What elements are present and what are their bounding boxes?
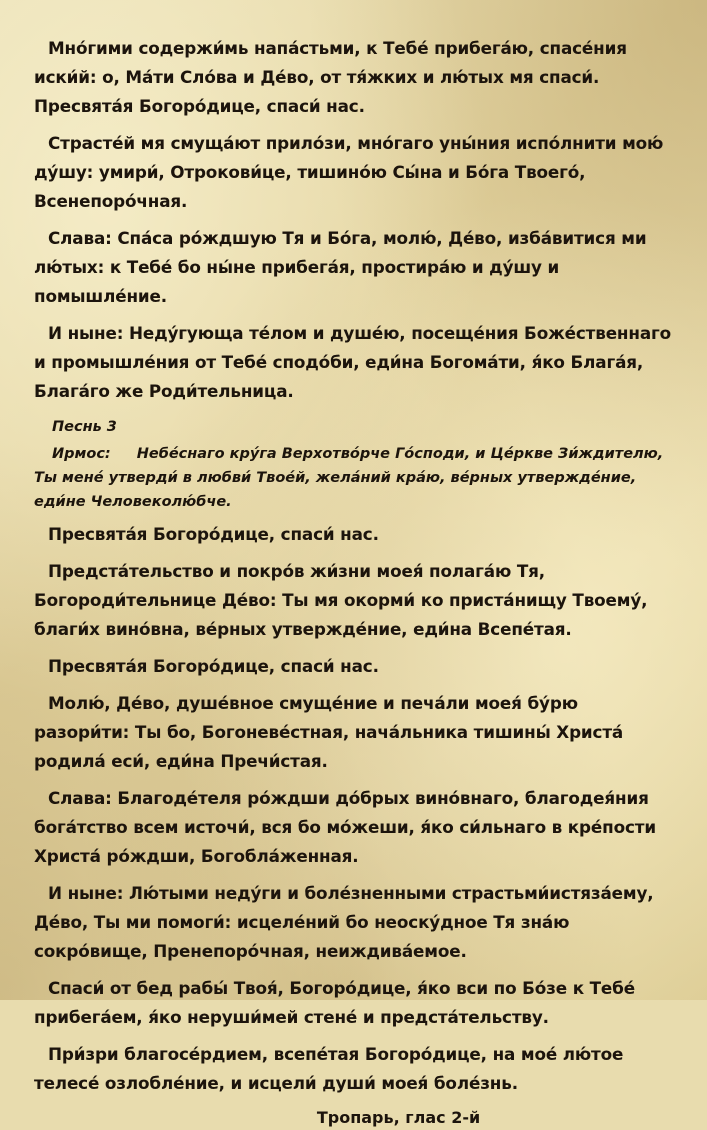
paragraph-2: Страсте́й мя смуща́ют прило́зи, мно́гаго уны́ния испо́лнити мою́ ду́шу: умири́, Отрокови́це, тишино́ю Сы́на и Бо́га Твоего́, Всенепоро́чная. xyxy=(34,133,664,211)
paragraph-6: Молю́, Де́во, душе́вное смуще́ние и печа́ли моея́ бу́рю разори́ти: Ты бо, Богоневе́стная, нача́льника тишины́ Христа́ родила́ еси́, еди́на Пречи́стая. xyxy=(34,693,624,771)
refrain-2: Пресвята́я Богоро́дице, спаси́ нас. xyxy=(48,656,379,676)
paragraph-i-nyne-2: И ныне: Лю́тыми неду́ги и боле́зненными страстьми́истяза́ему, Де́во, Ты ми помоги́: исцеле́ний бо неоску́дное Тя зна́ю сокро́вище, Пренепоро́чная, неиждива́емое. xyxy=(34,883,654,961)
paragraph-slava: Слава: Спа́са ро́ждшую Тя и Бо́га, молю́, Де́во, изба́витися ми лю́тых: к Тебе́ бо ны́не прибега́я, простира́ю и ду́шу и помышле́ние. xyxy=(34,228,647,306)
paragraph-1: Мно́гими содержи́мь напа́стьми, к Тебе́ прибега́ю, спасе́ния иски́й: о, Ма́ти Сло́ва и Де́во, от тя́жких и лю́тых мя спаси́. Пресвята́я Богоро́дице, спаси́ нас. xyxy=(34,38,627,116)
irmos-block xyxy=(34,442,673,514)
song-heading: Песнь 3 xyxy=(52,419,117,435)
refrain-1: Пресвята́я Богоро́дице, спаси́ нас. xyxy=(48,524,379,544)
paragraph-5: Предста́тельство и покро́в жи́зни моея́ полага́ю Тя, Богороди́тельнице Де́во: Ты мя окорми́ ко приста́нищу Твоему́, благи́х вино́вна, ве́рных утвержде́ние, еди́на Всепе́тая. xyxy=(34,561,648,639)
paragraph-i-nyne: И ныне: Неду́гующа те́лом и душе́ю, посеще́ния Боже́ственнаго и промышле́ния от Тебе́ сподо́би, еди́на Богома́ти, я́ко Блага́я, Блага́го же Роди́тельница. xyxy=(34,323,671,401)
troparion-heading: Тропарь, глас 2-й xyxy=(316,1108,481,1127)
irmos-text: Небе́снаго кру́га Верхотво́рче Го́споди, и Це́ркве Зи́ждителю, Ты мене́ утверди́ в любви́ Твое́й, жела́ний кра́ю, ве́рных утвержде́ние, еди́не Человеколю́бче. xyxy=(34,446,664,510)
paragraph-8: При́зри благосе́рдием, всепе́тая Богоро́дице, на мое́ лю́тое телесе́ озлобле́ние, и исцели́ души́ моея́ боле́знь. xyxy=(34,1044,624,1093)
paragraph-7: Спаси́ от бед рабы́ Твоя́, Богоро́дице, я́ко вси по Бо́зе к Тебе́ прибега́ем, я́ко неруши́мей стене́ и предста́тельству. xyxy=(34,978,635,1027)
paragraph-slava-2: Слава: Благоде́теля ро́ждши до́брых вино́внаго, благодея́ния бога́тство всем источи́, вся бо мо́жеши, я́ко си́льнаго в кре́пости Христа́ ро́ждши, Богобла́женная. xyxy=(34,788,656,866)
irmos-label: Ирмос: xyxy=(52,446,111,462)
